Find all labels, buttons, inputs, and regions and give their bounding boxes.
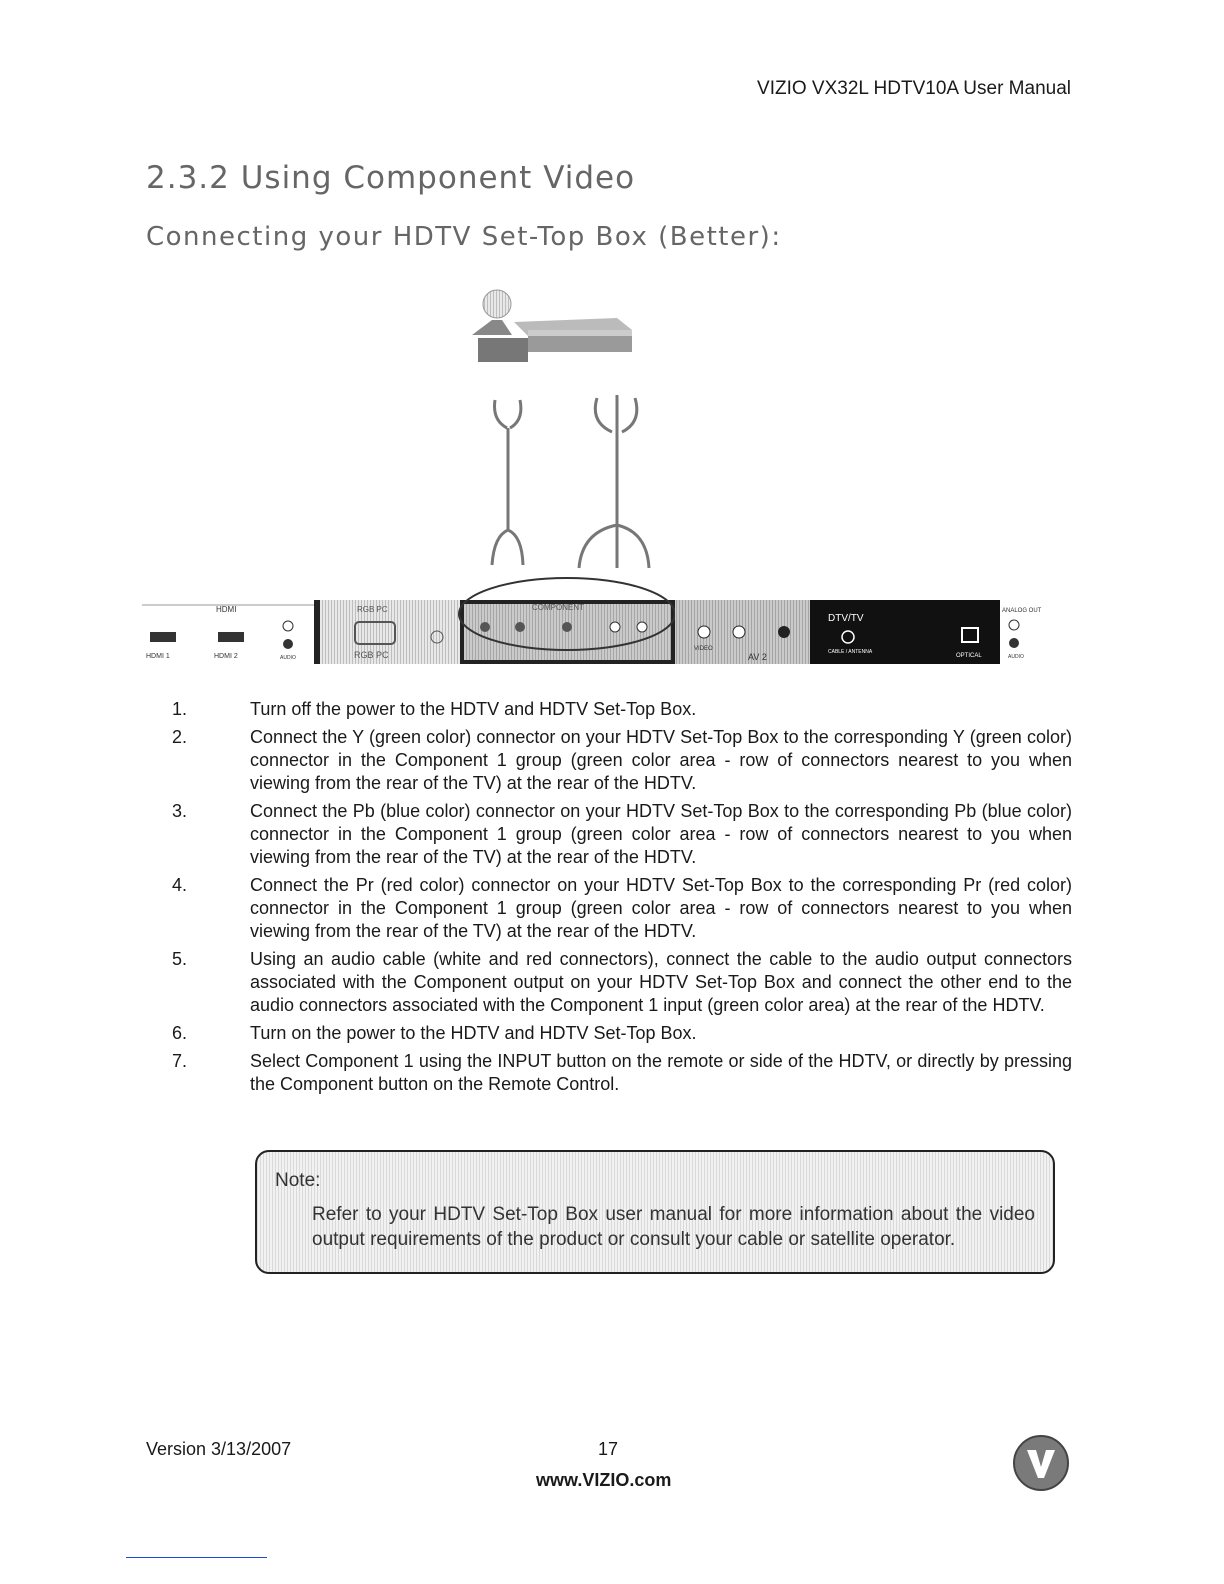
connection-diagram (142, 280, 1082, 680)
step-number: 1. (172, 699, 188, 719)
cable-antenna-label: CABLE / ANTENNA (828, 649, 873, 655)
hdmi1-label: HDMI 1 (146, 653, 170, 660)
step-text: Turn off the power to the HDTV and HDTV Set-Top Box. (250, 699, 697, 719)
version-text: Version 3/13/2007 (146, 1439, 292, 1459)
av2-audio-l-jack-icon (733, 626, 745, 638)
step-text: Turn on the power to the HDTV and HDTV Set-Top Box. (250, 1023, 697, 1043)
dtv-tv-label: DTV/TV (828, 613, 864, 624)
note-body: Refer to your HDTV Set-Top Box user manual for more information about the video output requirements of the product or consult your cable or satellite operator. (312, 1204, 1035, 1250)
analog-out-r-jack-icon (1009, 638, 1019, 648)
list-item (172, 800, 1072, 869)
hdmi-label: HDMI (216, 605, 237, 614)
instruction-steps (172, 698, 1072, 1101)
step-text: Connect the Y (green color) connector on your HDTV Set-Top Box to the corresponding Y (green color) connector in the Component 1 group (green color area - row of connectors nearest to you when viewing from the rear of the TV) at the rear of the HDTV. (250, 727, 1072, 793)
list-item (172, 1022, 1072, 1045)
step-number: 7. (172, 1051, 188, 1071)
component-audio-l-jack-icon (610, 622, 620, 632)
optical-label: OPTICAL (956, 653, 982, 659)
analog-out-label: ANALOG OUT (1002, 608, 1042, 614)
step-text: Using an audio cable (white and red connectors), connect the cable to the audio output connectors associated with the Component output on your HDTV Set-Top Box and connect the other end to the audio connectors associated with the Component 1 input (green color area) at the rear of the HDTV. (250, 949, 1072, 1015)
page-number: 17 (598, 1439, 619, 1459)
hdmi2-port-icon (218, 632, 244, 642)
step-text: Select Component 1 using the INPUT button on the remote or side of the HDTV, or directly by pressing the Component button on the Remote Control. (250, 1051, 1072, 1094)
audio-r-jack-icon (283, 639, 293, 649)
connection-diagram-svg (142, 280, 1082, 680)
rgb-pc-top-label: RGB PC (357, 605, 388, 614)
vizio-logo-icon (1012, 1434, 1070, 1492)
list-item (172, 948, 1072, 1017)
component-cable-icon (579, 395, 649, 568)
hdmi1-port-icon (150, 632, 176, 642)
list-item (172, 726, 1072, 795)
component-audio-r-jack-icon (637, 622, 647, 632)
bottom-rule (126, 1557, 267, 1558)
note-label: Note: (275, 1170, 321, 1191)
step-number: 3. (172, 801, 188, 821)
sub-heading: Connecting your HDTV Set-Top Box (Better): (146, 222, 782, 252)
rear-panel-diagram (142, 578, 1042, 664)
audio-cable-icon (492, 400, 523, 565)
component-pb-jack-icon (515, 622, 525, 632)
list-item (172, 698, 1072, 721)
analog-out-l-jack-icon (1009, 620, 1019, 630)
component-y-jack-icon (480, 622, 490, 632)
component-pr-jack-icon (562, 622, 572, 632)
audio-label: AUDIO (280, 655, 296, 661)
set-top-box-icon (472, 290, 632, 362)
video-label: VIDEO (694, 646, 713, 652)
av2-audio-r-jack-icon (778, 626, 790, 638)
step-text: Connect the Pr (red color) connector on your HDTV Set-Top Box to the corresponding Pr (red color) connector in the Component 1 group (green color area - row of connectors nearest to you when viewing from the rear of the TV) at the rear of the HDTV. (250, 875, 1072, 941)
website-url: www.VIZIO.com (536, 1470, 672, 1490)
av2-label: AV 2 (748, 652, 767, 662)
list-item (172, 1050, 1072, 1096)
audio-l-jack-icon (283, 621, 293, 631)
step-number: 2. (172, 727, 188, 747)
step-number: 4. (172, 875, 188, 895)
rgb-pc-label: RGB PC (354, 650, 389, 660)
step-number: 5. (172, 949, 188, 969)
component-label: COMPONENT (532, 603, 584, 612)
running-header: VIZIO VX32L HDTV10A User Manual (757, 78, 1071, 99)
step-text: Connect the Pb (blue color) connector on your HDTV Set-Top Box to the corresponding Pb (blue color) connector in the Component 1 group (green color area - row of connectors nearest to you when viewing from the rear of the TV) at the rear of the HDTV. (250, 801, 1072, 867)
section-heading: 2.3.2 Using Component Video (146, 160, 636, 196)
analog-audio-label: AUDIO (1008, 654, 1024, 660)
step-number: 6. (172, 1023, 188, 1043)
note-box (255, 1150, 1055, 1274)
av2-video-jack-icon (698, 626, 710, 638)
list-item (172, 874, 1072, 943)
hdmi2-label: HDMI 2 (214, 653, 238, 660)
